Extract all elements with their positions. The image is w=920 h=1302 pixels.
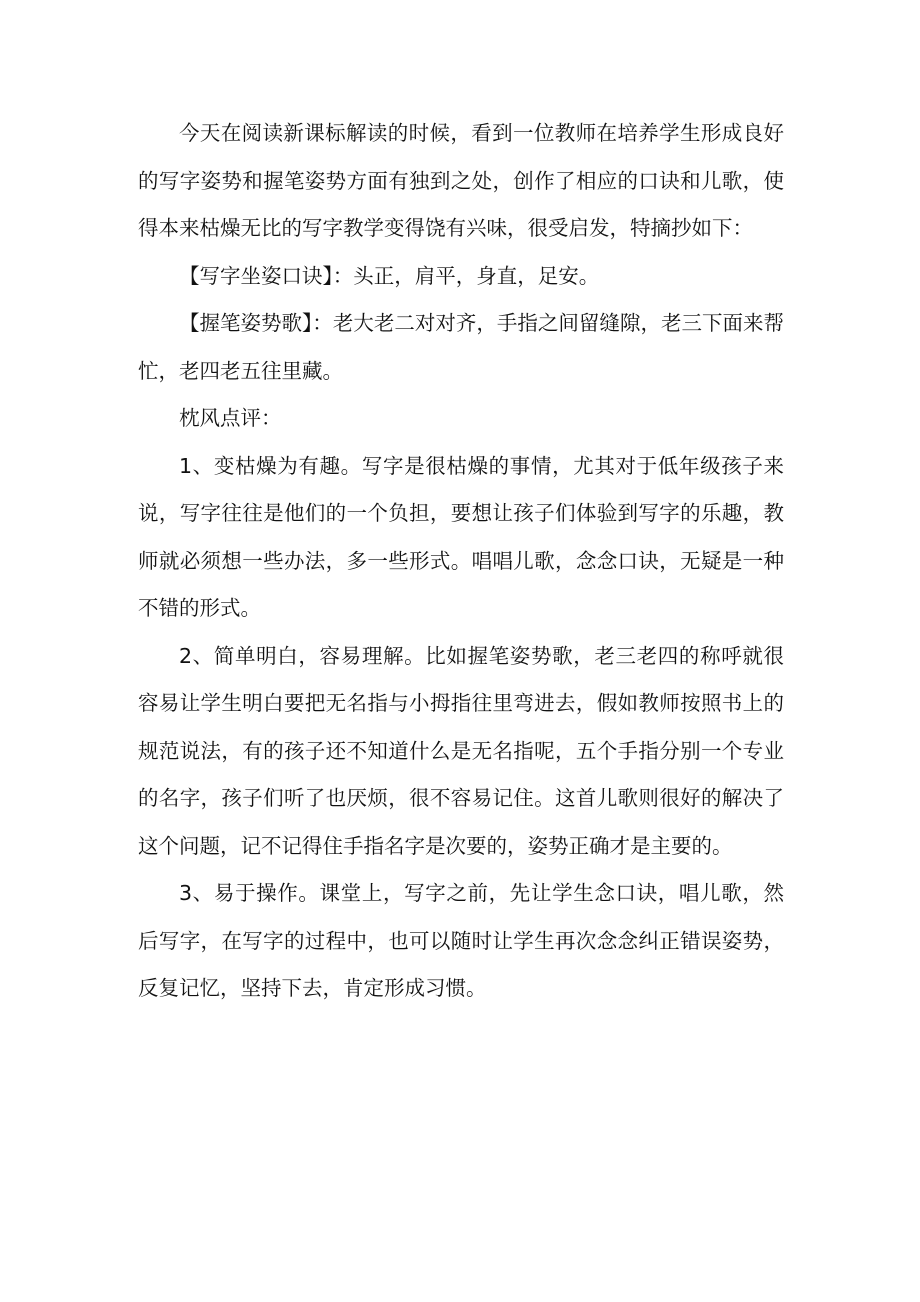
pen-grip-song: 【握笔姿势歌】：老大老二对对齐，手指之间留缝隙，老三下面来帮忙，老四老五往里藏。 [138,311,784,383]
sitting-posture-rhyme: 【写字坐姿口诀】：头正，肩平，身直，足安。 [179,263,600,288]
commentary-point-2: 2、简单明白，容易理解。比如握笔姿势歌，老三老四的称呼就很容易让学生明白要把无名指与小拇指往里弯进去，假如教师按照书上的规范说法，有的孩子还不知道什么是无名指呢，五个手指分别一个专业的名字，孩子们听了也厌烦，很不容易记住。这首儿歌则很好的解决了这个问题，记不记得住手指名字是次要的，姿势正确才是主要的。 [138,643,784,858]
intro-paragraph: 今天在阅读新课标解读的时候，看到一位教师在培养学生形成良好的写字姿势和握笔姿势方面有独到之处，创作了相应的口诀和儿歌，使得本来枯燥无比的写字教学变得饶有兴味，很受启发，特摘抄如下： [138,121,784,240]
commentary-point-3: 3、易于操作。课堂上，写字之前，先让学生念口诀，唱儿歌，然后写字，在写字的过程中，也可以随时让学生再次念念纠正错误姿势，反复记忆，坚持下去，肯定形成习惯。 [138,881,784,1000]
article-body [138,110,784,1013]
commentary-heading: 枕风点评： [179,406,282,430]
commentary-point-1: 1、变枯燥为有趣。写字是很枯燥的事情，尤其对于低年级孩子来说，写字往往是他们的一个负担，要想让孩子们体验到写字的乐趣，教师就必须想一些办法，多一些形式。唱唱儿歌，念念口诀，无疑是一种不错的形式。 [138,453,784,620]
